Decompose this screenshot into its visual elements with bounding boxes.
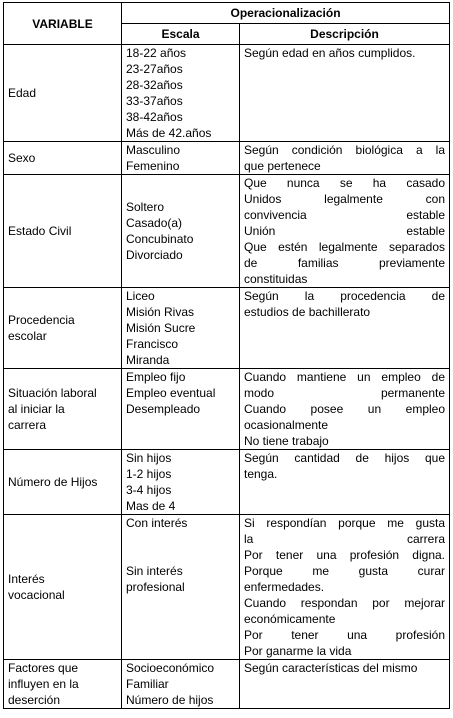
variable-cell-line: Procedencia [8, 313, 75, 327]
variable-cell [4, 369, 122, 450]
escala-cell-line: Masculino [126, 143, 181, 157]
variable-cell-line: Factores que [8, 661, 79, 675]
variable-cell-line: Estado Civil [8, 224, 72, 238]
variable-cell-line: Edad [8, 86, 37, 100]
escala-cell [122, 660, 240, 709]
descripcion-cell [240, 45, 450, 142]
variable-cell [4, 660, 122, 709]
descripcion-cell-line: enfermedades. [244, 580, 325, 594]
descripcion-cell-line: Unidos legalmente con [244, 192, 446, 206]
variable-cell-line: Número de Hijos [8, 475, 98, 489]
table-row [4, 288, 450, 369]
variable-cell-line: Sexo [8, 151, 36, 165]
descripcion-cell-line: Según características del mismo [244, 661, 418, 675]
variable-cell-line: al iniciar la [8, 402, 65, 416]
descripcion-cell [240, 142, 450, 175]
escala-cell-line: 33-37años [126, 94, 183, 108]
escala-cell [122, 450, 240, 515]
escala-cell-line: Misión Rivas [126, 305, 195, 319]
variable-cell [4, 515, 122, 660]
descripcion-cell-line: Cuando posee un empleo [244, 402, 446, 416]
descripcion-cell-line: Según edad en años cumplidos. [244, 46, 416, 60]
escala-cell-line: 38-42años [126, 110, 183, 124]
descripcion-cell [240, 369, 450, 450]
descripcion-cell-line: No tiene trabajo [244, 434, 329, 448]
escala-cell-line: profesional [126, 580, 185, 594]
descripcion-cell [240, 515, 450, 660]
escala-cell-line: Soltero [126, 200, 165, 214]
header-escala: Escala [122, 24, 240, 45]
escala-cell-line: 1-2 hijos [126, 467, 172, 481]
table-row [4, 515, 450, 660]
descripcion-cell-line: Por tener una profesión digna. [244, 548, 446, 562]
escala-cell-line: Femenino [126, 159, 180, 173]
descripcion-cell-line: Según la procedencia de [244, 289, 446, 303]
escala-cell-line: Desempleado [126, 402, 201, 416]
escala-cell-line: Sin interés [126, 564, 183, 578]
variable-cell-line: escolar [8, 329, 47, 343]
descripcion-cell [240, 175, 450, 288]
table-row [4, 142, 450, 175]
descripcion-cell-line: Si respondían porque me gusta [244, 516, 446, 530]
escala-cell-line: Miranda [126, 353, 170, 367]
variable-cell [4, 142, 122, 175]
descripcion-cell-line: modo permanente [244, 386, 446, 400]
variable-cell [4, 175, 122, 288]
table-row [4, 45, 450, 142]
escala-cell-line: Número de hijos [126, 693, 214, 707]
operacionalizacion-table [3, 2, 450, 709]
descripcion-cell-line: Cuando mantiene un empleo de [244, 370, 446, 384]
descripcion-cell-line: Según cantidad de hijos que [244, 451, 446, 465]
escala-cell [122, 142, 240, 175]
escala-cell-line: Mas de 4 [126, 499, 176, 513]
table-row [4, 660, 450, 709]
table-row [4, 175, 450, 288]
descripcion-cell-line: la carrera [244, 532, 446, 546]
escala-cell [122, 515, 240, 660]
variable-cell-line: vocacional [8, 588, 65, 602]
escala-cell-line: Francisco [126, 337, 179, 351]
variable-cell-line: Interés [8, 572, 45, 586]
escala-cell-line [126, 547, 235, 563]
escala-cell-line: Misión Sucre [126, 321, 196, 335]
escala-cell-line: Divorciado [126, 248, 183, 262]
header-operacionalizacion: Operacionalización [122, 3, 450, 24]
descripcion-cell-line: Por tener una profesión [244, 628, 446, 642]
variable-cell [4, 450, 122, 515]
escala-cell-line: Sin hijos [126, 451, 172, 465]
header-descripcion: Descripción [240, 24, 450, 45]
descripcion-cell-line: Porque me gusta curar [244, 564, 446, 578]
escala-cell-line: Concubinato [126, 232, 194, 246]
descripcion-cell-line: Por ganarme la vida [244, 644, 352, 658]
escala-cell-line: Empleo eventual [126, 386, 216, 400]
variable-cell-line: Situación laboral [8, 386, 97, 400]
descripcion-cell-line: ocasionalmente [244, 418, 329, 432]
escala-cell-line: 3-4 hijos [126, 483, 172, 497]
variable-cell-line: influyen en la [8, 677, 79, 691]
table-row [4, 450, 450, 515]
header-variable: VARIABLE [4, 3, 122, 45]
descripcion-cell-line: Que nunca se ha casado [244, 176, 446, 190]
escala-cell-line: Liceo [126, 289, 155, 303]
variable-cell [4, 288, 122, 369]
escala-cell-line: Socioeconómico [126, 661, 215, 675]
escala-cell [122, 175, 240, 288]
variable-cell [4, 45, 122, 142]
table-body [4, 45, 450, 709]
escala-cell-line: Con interés [126, 516, 188, 530]
descripcion-cell [240, 288, 450, 369]
escala-cell-line: Más de 42.años [126, 126, 212, 140]
escala-cell-line: 23-27años [126, 62, 183, 76]
descripcion-cell-line: que pertenece [244, 159, 321, 173]
escala-cell [122, 45, 240, 142]
escala-cell [122, 369, 240, 450]
escala-cell-line: Empleo fijo [126, 370, 186, 384]
escala-cell-line: Familiar [126, 677, 169, 691]
escala-cell-line: 28-32años [126, 78, 183, 92]
escala-cell-line: 18-22 años [126, 46, 187, 60]
descripcion-cell-line: estudios de bachillerato [244, 305, 371, 319]
descripcion-cell-line: Cuando respondan por mejorar [244, 596, 446, 610]
escala-cell [122, 288, 240, 369]
descripcion-cell-line: Unión estable [244, 224, 446, 238]
descripcion-cell-line: convivencia estable [244, 208, 446, 222]
descripcion-cell-line: Que estén legalmente separados [244, 240, 446, 254]
descripcion-cell-line: económicamente [244, 612, 336, 626]
descripcion-cell [240, 450, 450, 515]
descripcion-cell-line: constituidas [244, 272, 308, 286]
escala-cell-line: Casado(a) [126, 216, 183, 230]
table-row [4, 369, 450, 450]
variable-cell-line: deserción [8, 693, 61, 707]
escala-cell-line [126, 531, 235, 547]
variable-cell-line: carrera [8, 418, 47, 432]
descripcion-cell [240, 660, 450, 709]
descripcion-cell-line: de familias previamente [244, 256, 446, 270]
descripcion-cell-line: tenga. [244, 467, 278, 481]
descripcion-cell-line: Según condición biológica a la [244, 143, 446, 157]
